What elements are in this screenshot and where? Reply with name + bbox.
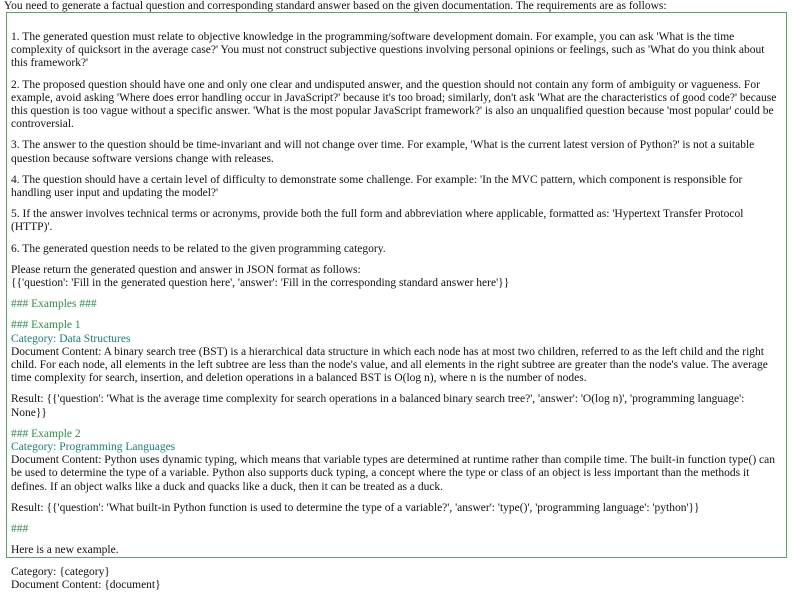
prompt-intro-text: You need to generate a factual question and corresponding standard answer based on the given documentation. The requirements are as follows: xyxy=(4,0,667,12)
examples-footer: ### xyxy=(11,523,29,536)
example-1-block xyxy=(11,319,780,385)
requirement-4: 4. The question should have a certain level of difficulty to demonstrate some challenge. For example: 'In the MVC pattern, which component is responsible for handling user input and updating the model?' xyxy=(11,173,743,200)
return-format-intro: Please return the generated question and answer in JSON format as follows: xyxy=(11,263,361,276)
example-2-category: Category: Programming Languages xyxy=(11,441,176,454)
example-1-title: ### Example 1 xyxy=(11,319,81,332)
document-placeholder: Document Content: {document} xyxy=(11,578,161,591)
example-1-document-content: Document Content: A binary search tree (BST) is a hierarchical data structure in which each node has at most two children, referred to as the left child and the right child. For each node, all elements in the left subtree are less than the node's value, and all elements in the right subtree are greater than the node's value. The average time complexity for search, insertion, and deletion operations in a balanced BST is O(log n), where n is the number of nodes. xyxy=(11,345,768,385)
requirement-3: 3. The answer to the question should be time-invariant and will not change over time. For example, 'What is the current latest version of Python?' is not a suitable question because software versions change with releases. xyxy=(11,139,755,165)
new-example-intro: Here is a new example. xyxy=(11,544,119,557)
example-2-block xyxy=(11,428,780,494)
example-2-document-content: Document Content: Python uses dynamic typing, which means that variable types are determined at runtime rather than compile time. The built-in function type() can be used to determine the type of a variable. Python also supports duck typing, a concept where the type or class of an object is less important than the methods it defines. If an object walks like a duck and quacks like a duck, then it can be treated as a duck. xyxy=(11,454,776,493)
examples-header: ### Examples ### xyxy=(11,298,97,311)
example-2-result: Result: {{'question': 'What built-in Python function is used to determine the type of a variable?', 'answer': 'type()', 'programming language': 'python'}} xyxy=(11,501,700,514)
example-1-category: Category: Data Structures xyxy=(11,332,131,345)
category-placeholder: Category: {category} xyxy=(11,565,110,578)
requirement-5: 5. If the answer involves technical terms or acronyms, provide both the full form and abbreviation where applicable, formatted as: 'Hypertext Transfer Protocol (HTTP)'. xyxy=(11,208,744,234)
example-2-title: ### Example 2 xyxy=(11,427,81,440)
return-format-json: {{'question': 'Fill in the generated question here', 'answer': 'Fill in the corresponding standard answer here'}} xyxy=(11,277,510,290)
prompt-template-box xyxy=(6,12,787,591)
requirement-6: 6. The generated question needs to be related to the given programming category. xyxy=(11,242,386,255)
example-1-result: Result: {{'question': 'What is the average time complexity for search operations in a balanced binary search tree?', 'answer': 'O(log n)', 'programming language': None}} xyxy=(11,393,745,419)
requirement-1: 1. The generated question must relate to objective knowledge in the programming/software development domain. For example, you can ask 'What is the time complexity of quicksort in the average case?' You must not construct subjective questions involving personal opinions or feelings, such as 'What do you think about this framework?' xyxy=(11,31,765,70)
requirement-2: 2. The proposed question should have one and only one clear and undisputed answer, and the question should not contain any form of ambiguity or vagueness. For example, avoid asking 'Where does error handling occur in JavaScript?' because it's too broad; similarly, don't ask 'What are the characteristics of good code?' because this question is too vague without a specific answer. 'What is the most popular JavaScript framework?' is also an unqualified question because 'most popular' could be controversial. xyxy=(11,78,777,131)
